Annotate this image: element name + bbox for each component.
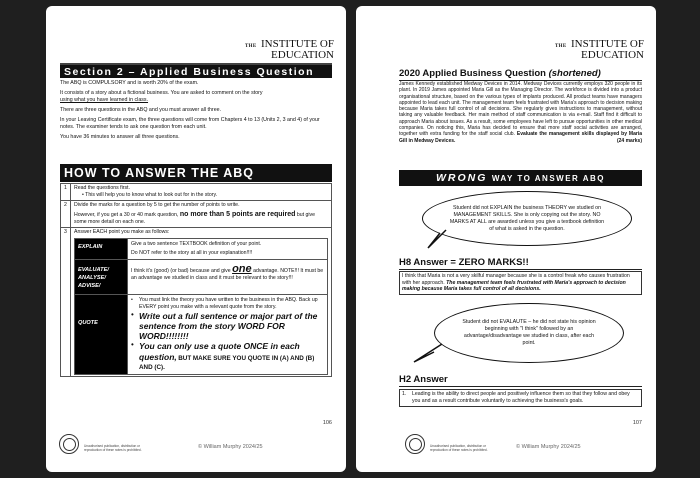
quote-label: QUOTE [75,295,127,374]
bubble-text: Student did not EVALAUTE – he did not state his opinion beginning with "I think" followed by an advantage/disadvantage we studied in class, after each point. [462,319,596,346]
row-bullet-text: This will help you to know what to look out for in the story. [85,192,218,198]
case-study-text [399,81,642,144]
footer-note: Unauthorised publication, distribution or reproduction of these notes is prohibited. [84,444,142,452]
wrong-way-bar [399,170,642,186]
answer-structure-table [74,238,328,375]
h2-answer-box [399,389,642,407]
row-detail-text: However, if you get a 30 or 40 mark question, [74,212,179,218]
h8-answer-box [399,271,642,295]
quote-bullet: • Write out a full sentence or major part of the sentence from the story WORD FOR WORD!!!!!!!! [131,311,324,341]
intro-text [60,80,332,144]
row-text: Divide the marks for a question by 5 to get the number of points to write. [74,202,240,208]
quote-bullet-text: Write out a full sentence or major part of the sentence from the story WORD FOR WORD!!!!!!!! [139,311,318,341]
quote-row [75,295,327,374]
row-text: Read the questions first. [74,185,130,191]
case-text: James Kennedy established Medway Devices in 2014. Medway Devices currently employs 320 people in its plant. In 2019 James appointed Maria Gill as the Managing Director. The workforce is divided into a product organisational structure, based on the various types of implants produced. All product teams have managers appointed to lead each unit. The management team feels frustrated with Maria's approach to decision making because Maria takes full control of all decisions. She regularly gives instructions to management, without taking any valuable feedback. Her main method of staff communication is via e-mail. Staff find it difficult to approach Maria about issues. As a result, some employees have left to pursue opportunities in other medical companies. On noticing this, Maria has decided to ensure that more staff social activities are arranged, together with extra funding for the staff social club. [399,81,642,138]
logo-education: EDUCATION [271,49,334,61]
h8-text: I think that Maria is not a very skilful manager because she is a control freak who causes frustration with her approach. [402,273,630,286]
quote-bullet: • You must link the theory you have written to the business in the ABQ. Back up EVERY point you make with a relevant quote from the story. [131,297,324,311]
intro-line: The ABQ is COMPULSORY and is worth 20% of the exam. [60,80,199,86]
row-number: 3 [61,228,71,376]
institute-logo [245,35,334,61]
h2-title: H2 Answer [399,374,642,387]
section-title-bar: Section 2 – Applied Business Question [60,63,332,78]
h8-quote: The management team feels frustrated with Maria's approach to decision making because Maria takes full control of all decisions. [402,279,626,293]
wrong-rest: WAY TO ANSWER ABQ [491,174,606,183]
table-row [61,184,331,201]
evaluate-text: I think it's (good) (or bad) because and give [131,268,231,274]
copyright: © William Murphy 2024/25 [516,444,581,450]
explain-label: EXPLAIN [75,239,127,259]
intro-line: using what you have learned in class. [60,97,149,103]
case-marks: (24 marks) [616,137,642,144]
explain-text: Do NOT refer to the story at all in your explanation!!!! [131,250,253,256]
page-number: 107 [632,420,642,426]
row-text: Answer EACH point you make as follows: [74,229,170,235]
case-question: Evaluate the management skills displayed by Maria Gill in Medway Devices. [399,131,642,144]
evaluate-row [75,260,327,295]
page-107 [356,6,656,472]
h2-number: 1. [402,391,407,397]
abq-title [399,68,642,81]
explain-text: Give a two sentence TEXTBOOK definition of your point. [131,241,262,247]
footer-note: Unauthorised publication, distribution or reproduction of these notes is prohibited. [430,444,488,452]
intro-line: It consists of a story about a fictional business. You are asked to comment on the story [60,90,263,96]
h2-text: Leading is the ability to direct people and positively influence them so that they follow and obey you and as a result contribute voluntarily to achieving the business's goals. [412,391,630,404]
h8-title: H8 Answer = ZERO MARKS!! [399,257,642,270]
quote-bullet-text: BUT MAKE SURE YOU QUOTE IN (A) AND (B) AND (C). [139,355,315,371]
abq-steps-table [60,183,332,377]
quote-bullet: • You can only use a quote ONCE in each question, BUT MAKE SURE YOU QUOTE IN (A) AND (B) AND (C). [131,340,315,371]
row-bullet: • This will help you to know what to look out for in the story. [82,192,218,198]
seal-icon [59,434,79,454]
table-row [61,201,331,228]
how-to-title-bar: HOW TO ANSWER THE ABQ [60,164,332,182]
intro-line: In your Leaving Certificate exam, the three questions will come from Chapters 4 to 13 (Units 2, 3 and 4) of your notes. The examiner tends to ask one question from each unit. [60,117,320,130]
logo-the: THE [245,44,257,49]
speech-bubble [434,303,624,363]
intro-line: You have 36 minutes to answer all three questions. [60,134,180,140]
row-detail-bold: no more than 5 points are required [179,211,296,218]
logo-education: EDUCATION [581,49,644,61]
row-detail-text: but give some more detail on each one. [74,212,315,225]
abq-title-italic: (shortened) [548,68,601,79]
evaluate-label: EVALUATE/ ANALYSE/ ADVISE/ [75,260,127,294]
institute-logo [555,35,644,61]
row-detail [74,211,328,226]
row-number: 1 [61,184,71,200]
table-row [61,228,331,376]
quote-bullet-text: You can only use a quote ONCE in each question, [139,341,300,362]
seal-icon [405,434,425,454]
intro-line: There are three questions in the ABQ and you must answer all three. [60,107,222,113]
wrong-word: WRONG [435,172,488,184]
quote-bullet-text: You must link the theory you have written to the business in the ABQ. Back up EVERY point you make with a relevant quote from the story. [139,297,318,310]
bubble-text: Student did not EXPLAIN the business THEORY we studied on MANAGEMENT SKILLS. She is only copying out the story. NO MARKS AT ALL are awarded unless you give a textbook definition of what is asked in the question. [449,204,605,232]
abq-title-text: 2020 Applied Business Question [399,68,546,79]
logo-institute: INSTITUTE OF [570,38,644,50]
explain-row [75,239,327,260]
copyright: © William Murphy 2024/25 [198,444,263,450]
logo-institute: INSTITUTE OF [260,38,334,50]
page-106 [46,6,346,472]
bubble-tail-icon [426,228,456,250]
evaluate-text: advantage. NOTE!!! It must be an advantage we studied in class and it must be relevant to the story!!! [131,268,324,281]
evaluate-one: one [232,263,252,275]
row-number: 2 [61,201,71,227]
bubble-tail-icon [412,342,446,364]
page-number: 106 [322,420,332,426]
logo-the: THE [555,44,567,49]
